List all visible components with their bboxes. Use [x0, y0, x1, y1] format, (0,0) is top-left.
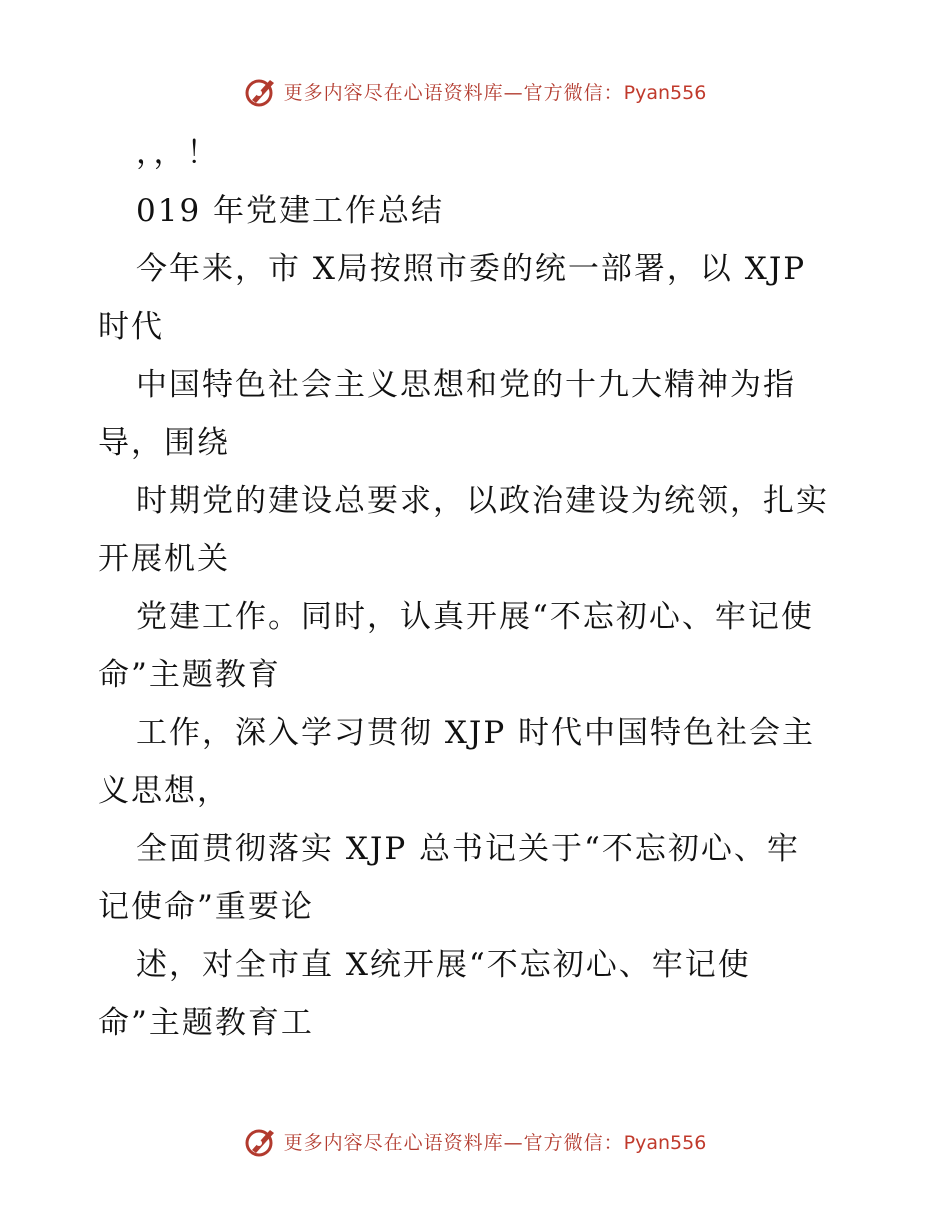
text-line: 时期党的建设总要求，以政治建设为统领，扎实 [136, 483, 829, 519]
text-line: 时代 [98, 309, 164, 345]
pen-logo-icon [244, 1124, 278, 1158]
header-watermark [0, 74, 950, 108]
watermark-handle: Pyan556 [623, 81, 707, 104]
text-line: 中国特色社会主义思想和党的十九大精神为指 [136, 367, 796, 403]
text-line: 命”主题教育 [98, 657, 281, 693]
text-line: 019 年党建工作总结 [136, 193, 445, 229]
text-line: 工作，深入学习贯彻 XJP 时代中国特色社会主 [136, 715, 816, 751]
watermark-handle: Pyan556 [623, 1131, 707, 1154]
text-line: 党建工作。同时，认真开展“不忘初心、牢记使 [136, 599, 814, 635]
text-line: ，，！ [136, 135, 220, 171]
watermark-label: 更多内容尽在心语资料库—官方微信： [283, 81, 624, 104]
text-line: 今年来，市 X局按照市委的统一部署，以 XJP [136, 251, 807, 287]
watermark-label: 更多内容尽在心语资料库—官方微信： [283, 1131, 624, 1154]
watermark-text [284, 1128, 707, 1155]
text-line: 记使命”重要论 [98, 889, 314, 925]
text-line: 义思想， [98, 773, 230, 809]
watermark-text [284, 78, 707, 105]
text-line: 述，对全市直 X统开展“不忘初心、牢记使 [136, 947, 751, 983]
text-line: 全面贯彻落实 XJP 总书记关于“不忘初心、牢 [136, 831, 800, 867]
pen-logo-icon [244, 74, 278, 108]
text-line: 导，围绕 [98, 425, 230, 461]
text-line: 开展机关 [98, 541, 230, 577]
text-line: 命”主题教育工 [98, 1005, 314, 1041]
document-body [98, 124, 858, 1052]
footer-watermark [0, 1124, 950, 1158]
